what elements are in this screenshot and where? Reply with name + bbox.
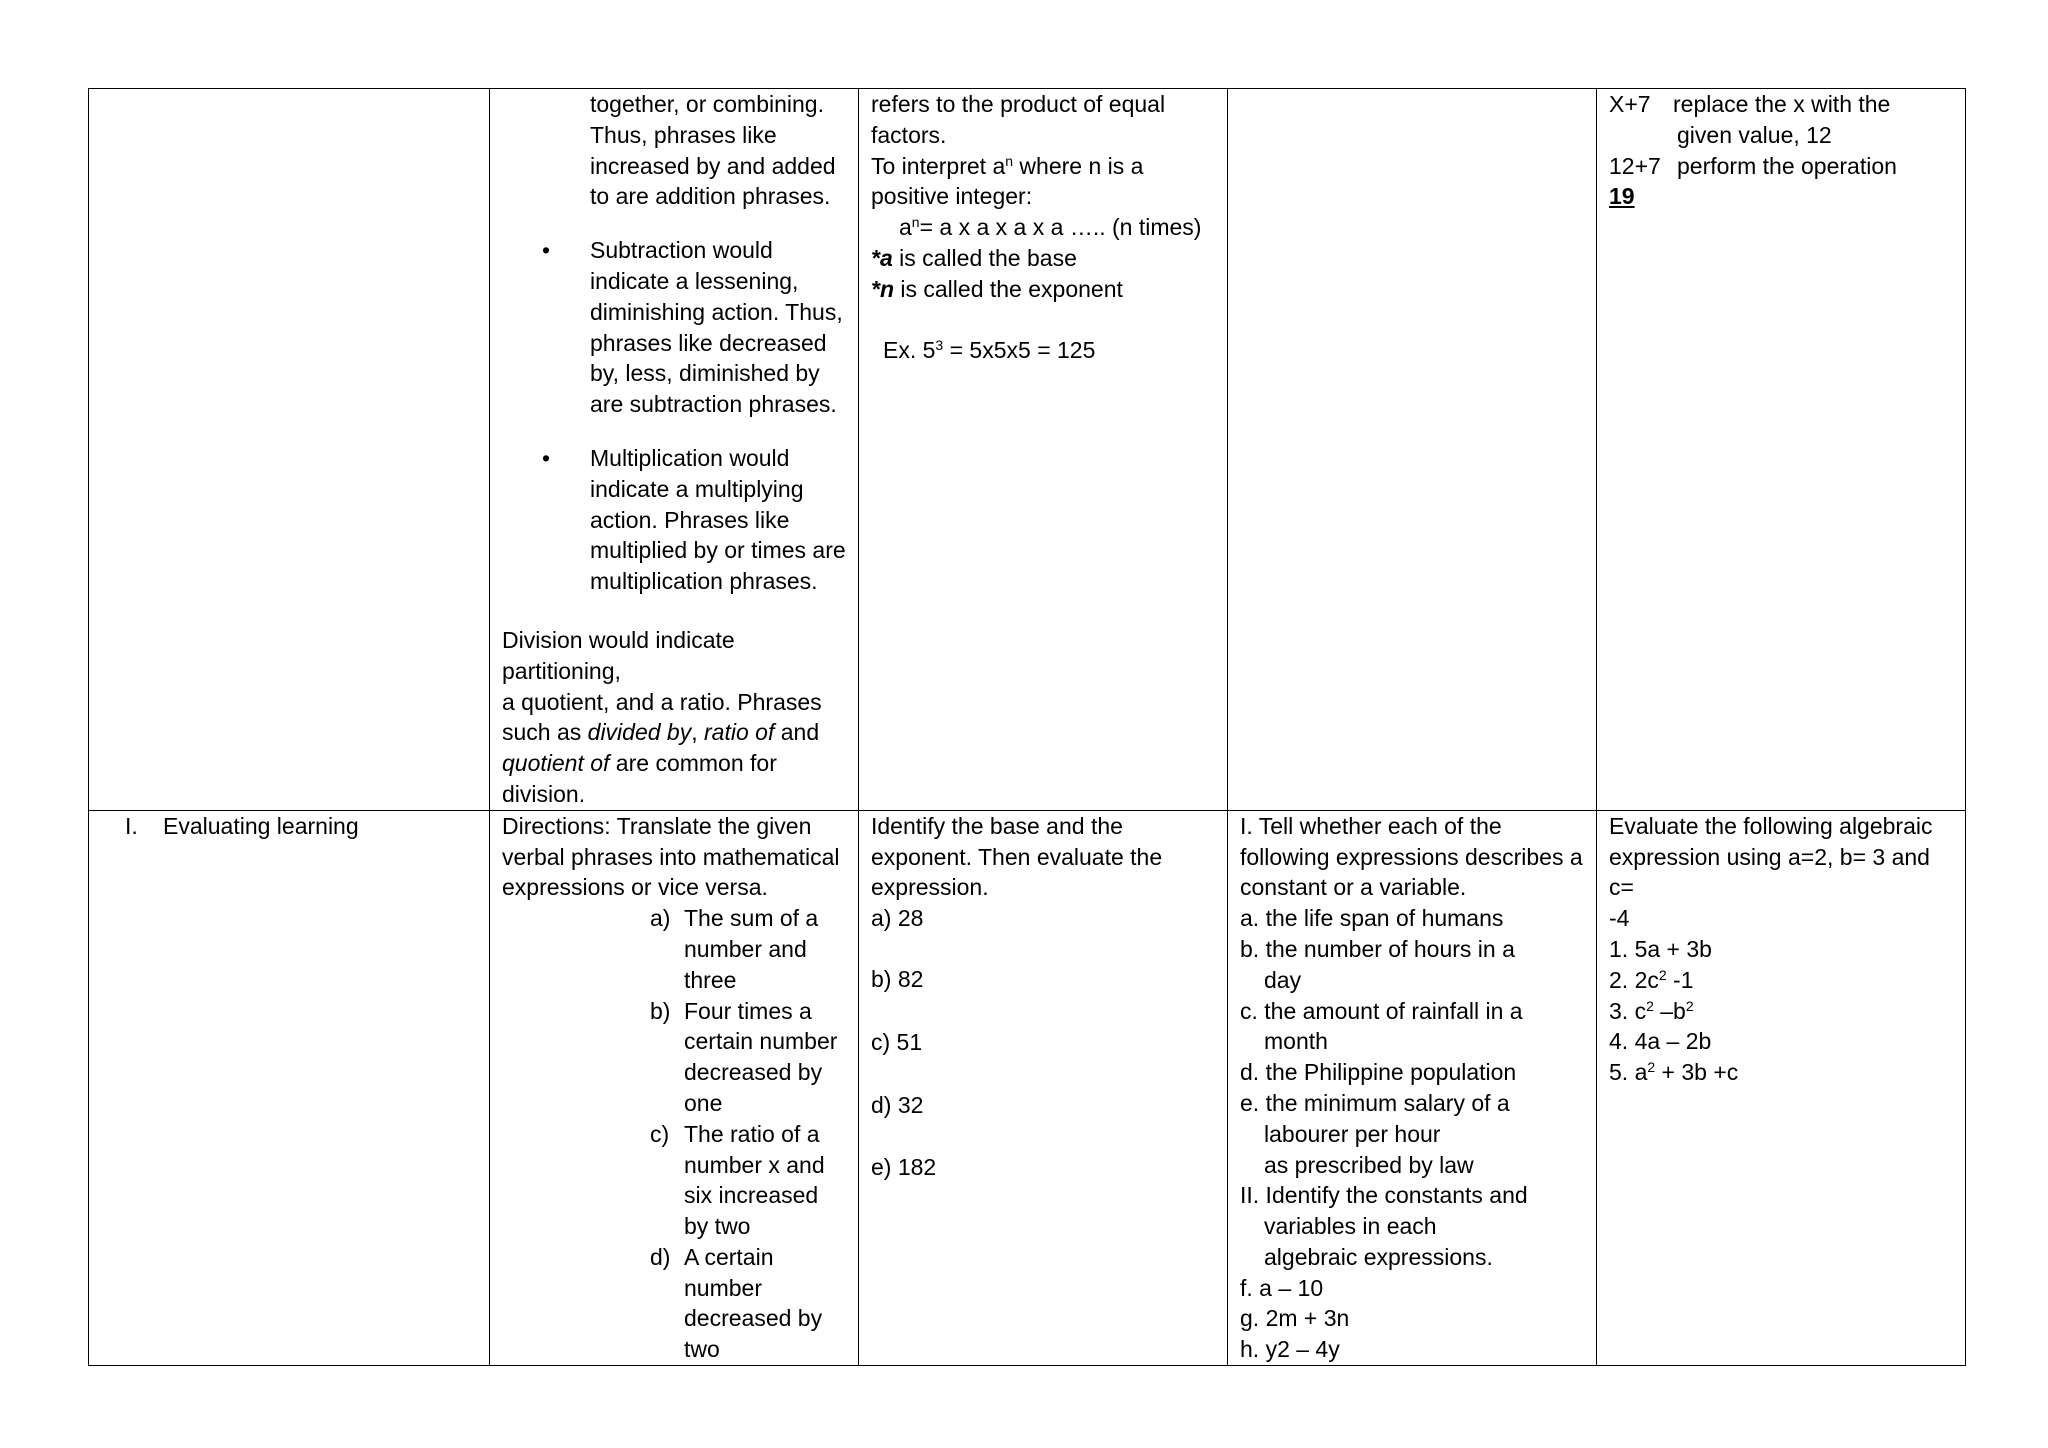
list-item: [1240, 996, 1584, 1058]
text-span: -1: [1666, 966, 1694, 993]
example: [871, 335, 1215, 366]
step-expression: 12+7: [1609, 152, 1661, 179]
text-line: [871, 151, 1215, 182]
text-line: variables in each: [1264, 1213, 1437, 1240]
text-line: following expressions describes a: [1240, 843, 1583, 870]
lesson-plan-table: [88, 88, 1966, 1366]
section-number: I.: [125, 812, 138, 839]
text-line: d. the Philippine population: [1240, 1059, 1517, 1086]
text-line: six increased: [684, 1182, 819, 1209]
list-item: b) 82: [871, 965, 924, 992]
text-line: Identify the base and the: [871, 812, 1123, 839]
text-line: -4: [1609, 905, 1630, 932]
text-line: one: [684, 1089, 723, 1116]
text-line: a quotient, and a ratio. Phrases: [502, 688, 822, 715]
text-span: ,: [691, 719, 705, 746]
text-line: c. the amount of rainfall in a: [1240, 997, 1523, 1024]
text-line: as prescribed by law: [1264, 1151, 1474, 1178]
superscript: 2: [1647, 1059, 1656, 1076]
text-line: [502, 717, 846, 748]
text-span: is called the exponent: [894, 275, 1123, 302]
text-span: 5. a: [1609, 1059, 1648, 1086]
list-item: [1609, 1026, 1953, 1057]
step-row: [1609, 89, 1953, 120]
text-span: a: [899, 214, 912, 241]
text-line: action. Phrases like: [590, 506, 790, 533]
italic-term: ratio of: [704, 719, 775, 746]
text-span: 1. 5a + 3b: [1609, 935, 1712, 962]
text-line: refers to the product of equal: [871, 91, 1166, 117]
bullet-icon: •: [542, 444, 551, 471]
text-line: a. the life span of humans: [1240, 905, 1504, 932]
superscript: n: [1005, 152, 1014, 169]
text-line: II. Identify the constants and: [1240, 1182, 1528, 1209]
text-line: number and: [684, 935, 807, 962]
formula: [871, 212, 1215, 243]
text-line: division.: [502, 780, 586, 807]
text-line: multiplication phrases.: [590, 568, 818, 595]
text-span: 2. 2c: [1609, 966, 1659, 993]
text-line: Four times a: [684, 997, 812, 1024]
text-line: I. Tell whether each of the: [1240, 812, 1502, 839]
text-line: verbal phrases into mathematical: [502, 843, 840, 870]
item-letter: b): [650, 997, 671, 1024]
list-item: [502, 235, 846, 420]
list-item: [502, 443, 846, 597]
italic-term: quotient of: [502, 750, 610, 777]
text-span: are common for: [609, 750, 777, 777]
text-line: positive integer:: [871, 183, 1033, 210]
row1-empty-cell: [1228, 89, 1597, 811]
text-span: –b: [1653, 997, 1686, 1024]
list-item: d) 32: [871, 1091, 924, 1118]
text-span: To interpret a: [871, 152, 1006, 179]
text-span: and: [774, 719, 820, 746]
text-line: to are addition phrases.: [590, 183, 831, 210]
text-line: A certain: [684, 1243, 774, 1270]
list-item: c) 51: [871, 1028, 923, 1055]
text-span: 3. c: [1609, 997, 1647, 1024]
row2-translate-cell: [490, 810, 859, 1365]
addition-text: [502, 89, 846, 212]
text-line: [871, 243, 1215, 274]
step-row: [1609, 151, 1953, 182]
text-span: = 5x5x5 = 125: [943, 336, 1096, 363]
row2-base-exponent-cell: [859, 810, 1228, 1365]
step-note: given value, 12: [1677, 121, 1832, 148]
text-line: expression using a=2, b= 3 and c=: [1609, 843, 1930, 901]
text-line: labourer per hour: [1264, 1120, 1441, 1147]
text-line: are subtraction phrases.: [590, 391, 837, 418]
table-row: [89, 810, 1966, 1365]
list-item: [1240, 1180, 1584, 1272]
text-span: 4. 4a – 2b: [1609, 1028, 1712, 1055]
text-line: number x and: [684, 1151, 825, 1178]
list-item: [1240, 1057, 1584, 1088]
text-line: Subtraction would: [590, 237, 773, 264]
text-line: indicate a multiplying: [590, 475, 804, 502]
text-span: = a x a x a x a ….. (n times): [919, 214, 1202, 241]
text-line: decreased by: [684, 1059, 823, 1086]
row1-phrases-cell: [490, 89, 859, 811]
text-line: certain number: [684, 1028, 838, 1055]
item-letter: d): [650, 1243, 671, 1270]
text-line: by two: [684, 1213, 751, 1240]
superscript: n: [911, 214, 920, 231]
text-line: number: [684, 1274, 762, 1301]
row2-label-cell: [89, 810, 490, 1365]
text-span: + 3b +c: [1655, 1059, 1739, 1086]
text-line: together, or combining.: [590, 91, 824, 117]
text-line: constant or a variable.: [1240, 874, 1467, 901]
list-item: a) 28: [871, 905, 924, 932]
table-row: [89, 89, 1966, 811]
text-span: Ex. 5: [883, 336, 936, 363]
row1-exponent-cell: [859, 89, 1228, 811]
list-item: [1240, 903, 1584, 934]
text-line: Division would indicate partitioning,: [502, 626, 735, 684]
text-line: phrases like decreased: [590, 329, 827, 356]
text-line: factors.: [871, 121, 947, 148]
item-letter: c): [650, 1120, 670, 1147]
list-item: [1240, 1088, 1584, 1180]
list-item: [650, 996, 846, 1119]
text-line: e. the minimum salary of a: [1240, 1089, 1510, 1116]
text-line: by, less, diminished by: [590, 360, 820, 387]
italic-term: divided by: [587, 719, 692, 746]
operation-bullets: [502, 235, 846, 597]
text-line: month: [1264, 1028, 1328, 1055]
list-item: [650, 903, 846, 995]
bullet-icon: •: [542, 237, 551, 264]
division-text: [502, 625, 846, 810]
text-line: three: [684, 966, 737, 993]
superscript: 2: [1646, 997, 1654, 1014]
list-item: [1609, 965, 1953, 996]
text-line: two: [684, 1336, 720, 1363]
text-line: [502, 748, 846, 779]
text-line: multiplied by or times are: [590, 537, 846, 564]
item-letter: a): [650, 905, 671, 932]
row1-evaluation-example-cell: [1597, 89, 1966, 811]
list-item: [650, 1119, 846, 1242]
text-line: b. the number of hours in a: [1240, 935, 1515, 962]
text-line: decreased by: [684, 1305, 823, 1332]
superscript: 2: [1685, 997, 1694, 1014]
list-item: g. 2m + 3n: [1240, 1305, 1350, 1332]
text-span: is called the base: [892, 244, 1077, 271]
answer: 19: [1609, 183, 1635, 210]
text-line: Multiplication would: [590, 444, 790, 471]
text-line: The sum of a: [684, 905, 819, 932]
text-span: where n is a: [1013, 152, 1144, 179]
text-line: The ratio of a: [684, 1120, 820, 1147]
list-item: f. a – 10: [1240, 1274, 1324, 1301]
text-line: Evaluate the following algebraic: [1609, 812, 1933, 839]
step-expression: X+7: [1609, 91, 1651, 117]
text-line: [871, 274, 1215, 305]
bold-term: *a: [871, 244, 893, 271]
section-title: Evaluating learning: [163, 812, 359, 839]
superscript: 3: [935, 336, 944, 353]
step-note: replace the x with the: [1673, 91, 1891, 117]
list-item: [1609, 934, 1953, 965]
text-line: diminishing action. Thus,: [590, 298, 843, 325]
text-line: Thus, phrases like: [590, 121, 777, 148]
text-line: expression.: [871, 874, 989, 901]
list-item: [1240, 934, 1584, 996]
bold-term: *n: [871, 275, 894, 302]
text-line: day: [1264, 966, 1302, 993]
text-span: such as: [502, 719, 588, 746]
text-line: expressions or vice versa.: [502, 874, 768, 901]
row1-label-cell: [89, 89, 490, 811]
text-line: indicate a lessening,: [590, 267, 799, 294]
list-item: [1609, 1057, 1953, 1088]
section-label: [101, 811, 477, 842]
text-line: Directions: Translate the given: [502, 812, 812, 839]
superscript: 2: [1658, 966, 1667, 983]
row2-algebraic-eval-cell: [1597, 810, 1966, 1365]
text-line: exponent. Then evaluate the: [871, 843, 1163, 870]
row2-constant-variable-cell: [1228, 810, 1597, 1365]
translate-items: [502, 903, 846, 1365]
list-item: h. y2 – 4y: [1240, 1336, 1340, 1363]
list-item: e) 182: [871, 1154, 937, 1181]
list-item: [1609, 996, 1953, 1027]
step-note: perform the operation: [1677, 152, 1897, 179]
text-line: increased by and added: [590, 152, 836, 179]
text-line: algebraic expressions.: [1264, 1243, 1493, 1270]
list-item: [650, 1242, 846, 1365]
